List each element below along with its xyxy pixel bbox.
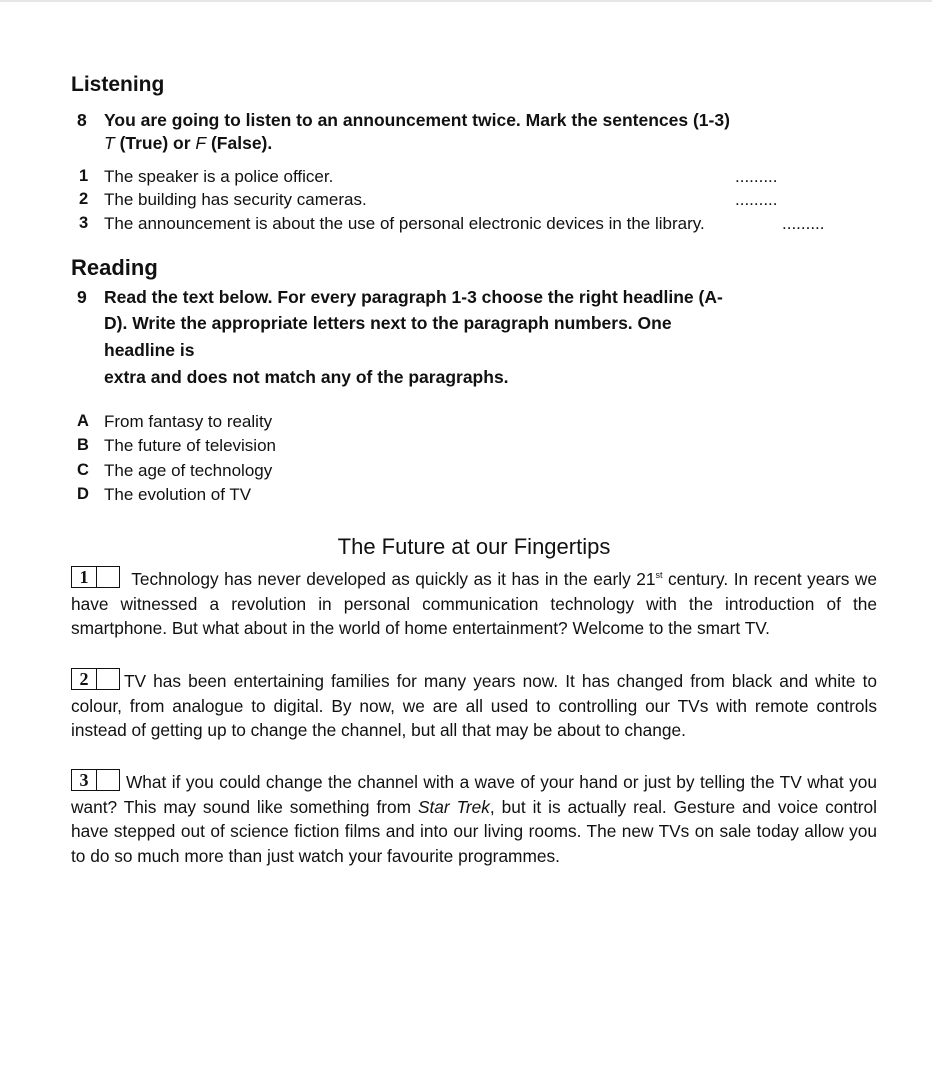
listening-item-2-number: 2 bbox=[79, 190, 89, 208]
true-letter: T bbox=[104, 133, 115, 153]
false-label: (False). bbox=[206, 133, 273, 153]
paragraph-3-italic-title: Star Trek bbox=[417, 796, 490, 817]
paragraph-3-number: 3 bbox=[72, 770, 97, 790]
task-8-number: 8 bbox=[77, 110, 87, 130]
paragraph-1-answer-box[interactable] bbox=[71, 566, 120, 588]
listening-heading: Listening bbox=[71, 73, 165, 96]
headline-d-text: The evolution of TV bbox=[104, 485, 252, 504]
headline-c-letter: C bbox=[77, 461, 89, 479]
paragraph-1 bbox=[71, 566, 877, 641]
true-label: (True) or bbox=[114, 133, 196, 153]
listening-item-1-number: 1 bbox=[79, 167, 89, 185]
paragraph-1-number: 1 bbox=[72, 567, 97, 587]
listening-item-2-answer[interactable]: ......... bbox=[735, 190, 778, 209]
reading-heading: Reading bbox=[71, 255, 158, 280]
paragraph-1-superscript: st bbox=[655, 570, 663, 580]
task-9-instruction-line3: headline is bbox=[104, 340, 195, 360]
text-title: The Future at our Fingertips bbox=[337, 534, 611, 559]
listening-item-3-answer[interactable]: ......... bbox=[782, 214, 825, 233]
paragraph-3-text-b: , but it is actually real. Gesture and voice control have stepped out of science fiction films and into our living rooms. The new TVs on sale today allow you to do so much more than just watch your favourite programmes. bbox=[71, 796, 877, 866]
paragraph-1-text-b: century. In recent years we have witnessed a revolution in personal communication technology with the introduction of the smartphone. But what about in the world of home entertainment? Welcome to the smart TV. bbox=[71, 569, 877, 638]
task-9-number: 9 bbox=[77, 287, 87, 307]
listening-item-3-number: 3 bbox=[79, 214, 89, 232]
paragraph-3-text-a: What if you could change the channel with a wave of your hand or just by telling the TV what you want? This may sound like something from bbox=[71, 772, 877, 817]
listening-item-1-text: The speaker is a police officer. bbox=[104, 167, 334, 186]
task-8-instruction-line1: You are going to listen to an announcement twice. Mark the sentences (1-3) bbox=[104, 110, 730, 130]
task-9-instruction-line2: D). Write the appropriate letters next to the paragraph numbers. One bbox=[104, 313, 672, 333]
task-8-instruction-line2 bbox=[104, 133, 272, 154]
paragraph-1-text-a: Technology has never developed as quickly as it has in the early 21 bbox=[131, 569, 656, 589]
paragraph-2-text: TV has been entertaining families for many years now. It has changed from black and white to colour, from analogue to digital. By now, we are all used to controlling our TVs with remote controls instead of getting up to change the channel, but all that may be about to change. bbox=[71, 671, 877, 740]
listening-item-3-text: The announcement is about the use of personal electronic devices in the library. bbox=[104, 214, 705, 233]
listening-item-2-text: The building has security cameras. bbox=[104, 190, 367, 209]
paragraph-3-answer-box[interactable] bbox=[71, 769, 120, 791]
listening-item-1-answer[interactable]: ......... bbox=[735, 167, 778, 186]
paragraph-2 bbox=[71, 668, 877, 743]
top-border bbox=[0, 0, 932, 2]
false-letter: F bbox=[195, 133, 207, 153]
paragraph-3 bbox=[71, 769, 877, 868]
headline-b-letter: B bbox=[77, 436, 89, 454]
paragraph-2-answer-box[interactable] bbox=[71, 668, 120, 690]
headline-a-letter: A bbox=[77, 412, 89, 430]
headline-b-text: The future of television bbox=[104, 436, 276, 455]
task-9-instruction-line1: Read the text below. For every paragraph 1-3 choose the right headline (A- bbox=[104, 287, 723, 307]
headline-d-letter: D bbox=[77, 485, 89, 503]
task-9-instruction-line4: extra and does not match any of the paragraphs. bbox=[104, 367, 509, 387]
headline-a-text: From fantasy to reality bbox=[104, 412, 273, 431]
headline-c-text: The age of technology bbox=[104, 461, 273, 480]
paragraph-2-number: 2 bbox=[72, 669, 97, 689]
